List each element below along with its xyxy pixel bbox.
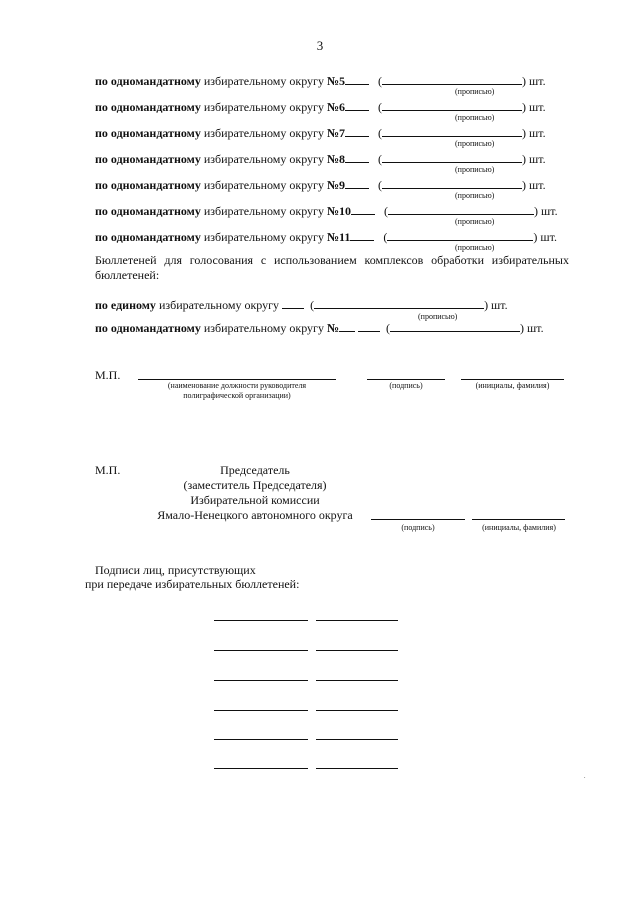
- page-number: 3: [316, 38, 324, 53]
- chairman-line-2: (заместитель Председателя): [183, 478, 327, 492]
- signature-line-chairman[interactable]: [371, 519, 465, 520]
- row-hint: (прописью): [455, 243, 495, 252]
- witness-signature-line[interactable]: [214, 768, 308, 769]
- open-paren: (: [383, 230, 388, 244]
- stamp-label-printing: М.П.: [95, 368, 121, 382]
- witness-name-line[interactable]: [316, 768, 398, 769]
- witness-signature-line[interactable]: [214, 680, 308, 681]
- row-close: ) шт.: [533, 230, 557, 244]
- initials-line-printing[interactable]: [461, 379, 564, 380]
- count-words-blank[interactable]: [382, 73, 522, 85]
- complex-paragraph: Бюллетеней для голосования с использованием комплексов обработки избирательных бюллетеней:: [95, 253, 569, 282]
- initials-hint-chairman: (инициалы, фамилия): [482, 523, 556, 532]
- row-close: ) шт.: [522, 152, 546, 166]
- witness-name-line[interactable]: [316, 710, 398, 711]
- district-number: №: [326, 321, 340, 335]
- signature-line-printing[interactable]: [367, 379, 445, 380]
- witnesses-title-2: при передаче избирательных бюллетеней:: [85, 577, 300, 591]
- single-row-hint: (прописью): [418, 312, 458, 321]
- open-paren: (: [378, 100, 383, 114]
- witnesses-title-1: Подписи лиц, присутствующих: [95, 563, 256, 577]
- district-number: №8: [326, 152, 346, 166]
- row-middle: избирательному округу: [200, 321, 327, 335]
- row-hint: (прописью): [455, 139, 495, 148]
- count-words-blank[interactable]: [388, 203, 534, 215]
- row-middle: избирательному округу: [200, 126, 327, 140]
- open-paren: (: [378, 74, 383, 88]
- count-blank[interactable]: [345, 125, 369, 137]
- initials-hint-printing: (инициалы, фамилия): [475, 381, 550, 390]
- count-blank[interactable]: [351, 203, 375, 215]
- row-prefix: по одномандатному: [95, 100, 201, 114]
- row-prefix: по одномандатному: [95, 178, 201, 192]
- row-middle: избирательному округу: [200, 74, 327, 88]
- count-blank[interactable]: [350, 229, 374, 241]
- row-hint: (прописью): [455, 217, 495, 226]
- count-words-blank[interactable]: [314, 297, 484, 309]
- single-mandate-row: [95, 320, 544, 336]
- row-middle: избирательному округу: [200, 152, 327, 166]
- row-prefix: по одномандатному: [95, 152, 201, 166]
- witness-signature-line[interactable]: [214, 710, 308, 711]
- count-words-blank[interactable]: [390, 320, 520, 332]
- open-paren: (: [310, 298, 315, 312]
- row-close: ) шт.: [522, 100, 546, 114]
- row-middle: избирательному округу: [200, 178, 327, 192]
- district-number: №11: [326, 230, 351, 244]
- count-blank[interactable]: [345, 73, 369, 85]
- position-line[interactable]: [138, 379, 336, 380]
- row-close: ) шт.: [534, 204, 558, 218]
- witness-name-line[interactable]: [316, 680, 398, 681]
- district-number: №10: [326, 204, 352, 218]
- district-number-blank[interactable]: [339, 320, 355, 332]
- row-close: ) шт.: [484, 298, 508, 312]
- count-blank[interactable]: [345, 151, 369, 163]
- count-words-blank[interactable]: [382, 151, 522, 163]
- row-prefix: по одномандатному: [95, 74, 201, 88]
- witness-name-line[interactable]: [316, 620, 398, 621]
- row-close: ) шт.: [522, 126, 546, 140]
- count-blank[interactable]: [345, 177, 369, 189]
- count-words-blank[interactable]: [387, 229, 533, 241]
- row-hint: (прописью): [455, 191, 495, 200]
- signature-hint-printing: (подпись): [389, 381, 423, 390]
- open-paren: (: [378, 178, 383, 192]
- row-close: ) шт.: [520, 321, 544, 335]
- open-paren: (: [384, 204, 389, 218]
- chairman-line-1: Председатель: [220, 463, 290, 477]
- row-middle: избирательному округу: [200, 100, 327, 114]
- witness-signature-line[interactable]: [214, 650, 308, 651]
- chairman-line-3: Избирательной комиссии: [190, 493, 320, 507]
- initials-line-chairman[interactable]: [472, 519, 565, 520]
- row-middle: избирательному округу: [200, 230, 327, 244]
- count-blank[interactable]: [282, 297, 304, 309]
- row-prefix: по единому: [95, 298, 156, 312]
- district-number: №5: [326, 74, 346, 88]
- row-close: ) шт.: [522, 74, 546, 88]
- row-hint: (прописью): [455, 165, 495, 174]
- witness-name-line[interactable]: [316, 650, 398, 651]
- row-prefix: по одномандатному: [95, 321, 201, 335]
- district-number: №6: [326, 100, 346, 114]
- row-hint: (прописью): [455, 113, 495, 122]
- row-prefix: по одномандатному: [95, 204, 201, 218]
- scan-dot: .: [584, 774, 586, 780]
- row-prefix: по одномандатному: [95, 230, 201, 244]
- open-paren: (: [378, 126, 383, 140]
- district-number: №9: [326, 178, 346, 192]
- row-middle: избирательному округу: [155, 298, 283, 312]
- witness-name-line[interactable]: [316, 739, 398, 740]
- count-words-blank[interactable]: [382, 99, 522, 111]
- witness-signature-line[interactable]: [214, 620, 308, 621]
- district-number: №7: [326, 126, 346, 140]
- row-close: ) шт.: [522, 178, 546, 192]
- stamp-label-commission: М.П.: [95, 463, 121, 477]
- count-words-blank[interactable]: [382, 177, 522, 189]
- row-prefix: по одномандатному: [95, 126, 201, 140]
- row-hint: (прописью): [455, 87, 495, 96]
- signature-hint-chairman: (подпись): [401, 523, 435, 532]
- single-district-row: [95, 297, 508, 313]
- count-blank[interactable]: [358, 320, 380, 332]
- row-middle: избирательному округу: [200, 204, 327, 218]
- count-blank[interactable]: [345, 99, 369, 111]
- position-hint: (наименование должности руководителя полиграфической организации): [167, 381, 307, 400]
- open-paren: (: [378, 152, 383, 166]
- count-words-blank[interactable]: [382, 125, 522, 137]
- open-paren: (: [386, 321, 391, 335]
- chairman-line-4: Ямало-Ненецкого автономного округа: [157, 508, 353, 522]
- witness-signature-line[interactable]: [214, 739, 308, 740]
